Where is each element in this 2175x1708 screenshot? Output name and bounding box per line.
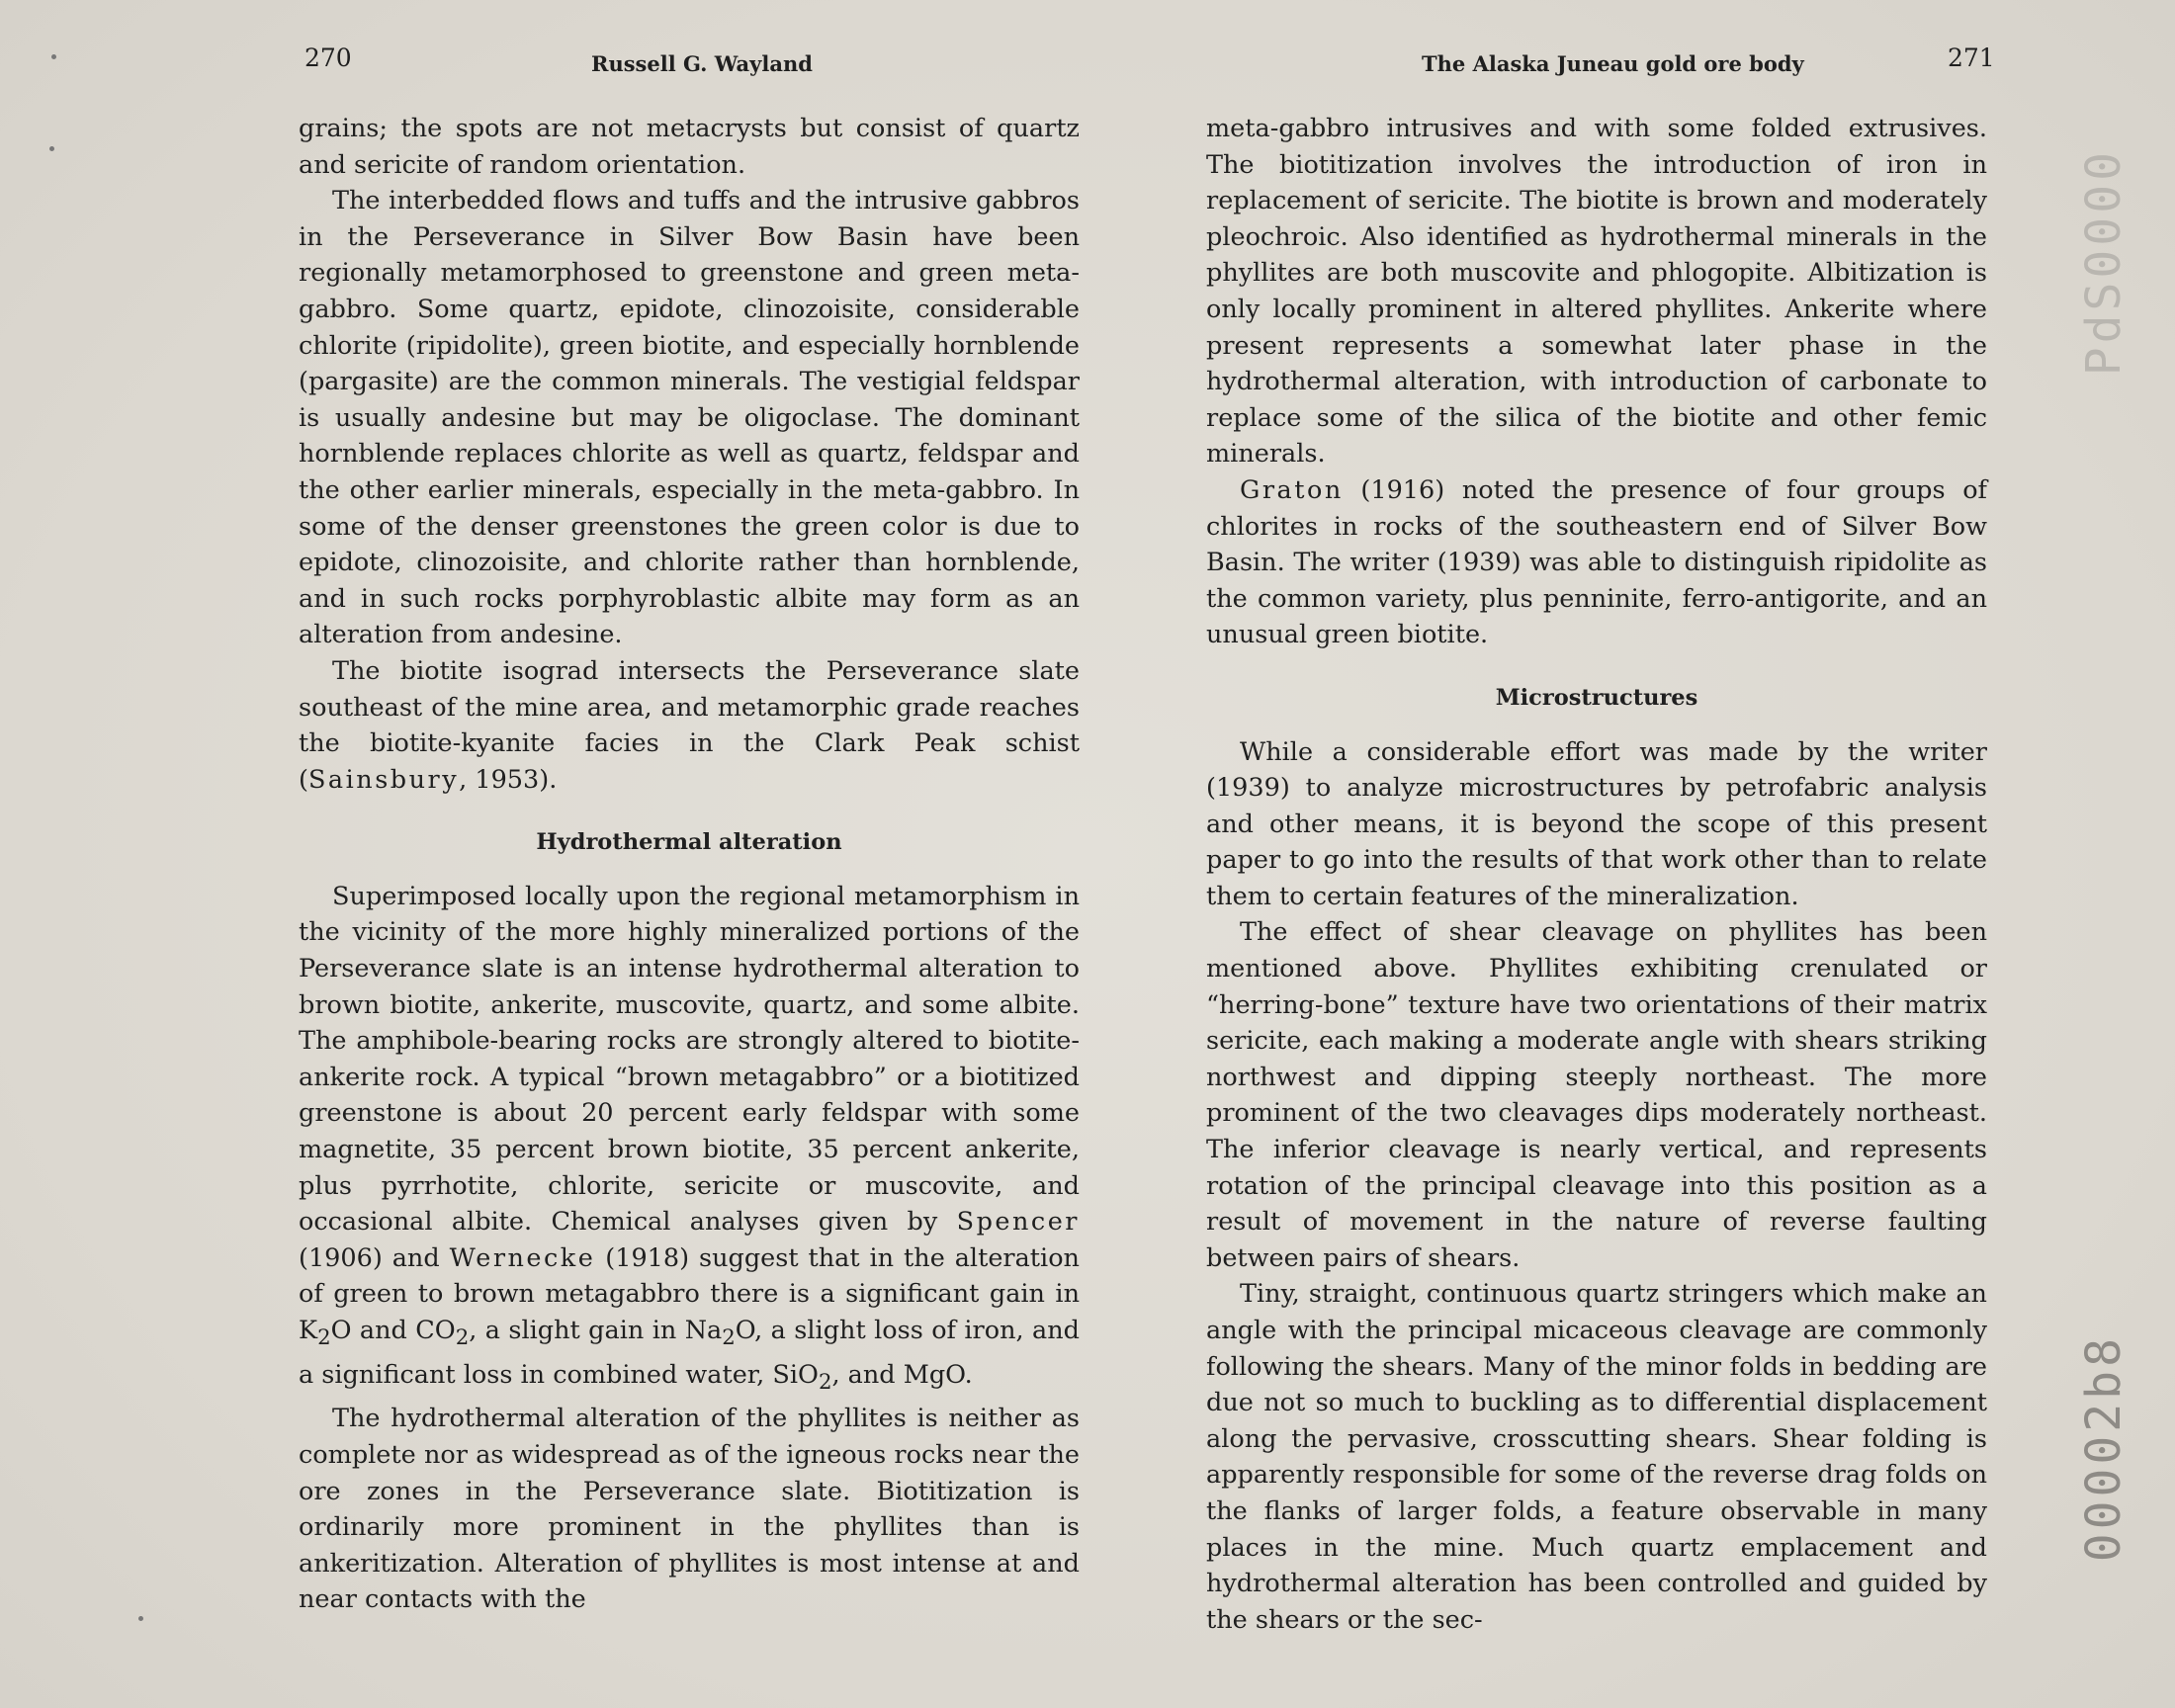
section-heading-microstructures: Microstructures [1495,684,1698,711]
citation: Sainsbury [307,764,460,795]
dust-speck [138,1616,143,1621]
citation: Spencer [956,1207,1080,1238]
left-paragraph-2: The interbedded flows and tuffs and the intrusive gabbros in the Perseverance in Silver Bow Basin have been regionally metamorphosed to greenstone and green meta-gabbro. Some quartz, epidote, clinozoisite, considerable chlorite (ripidolite), green biotite, and especially hornblende (pargasite) are the common minerals. The vestigial feldspar is usually andesine but may be oligoclase. The dominant hornblende replaces chlorite as well as quartz, feldspar and the other earlier minerals, especially in the meta-gabbro. In some of the denser greenstones the green color is due to epidote, clinozoisite, and chlorite rather than hornblende, and in such rocks porphyroblastic albite may form as an alteration from andesine. [299,186,1080,650]
left-running-head: Russell G. Wayland [591,51,813,76]
archive-stamp-bottom: 00002b8 [2076,1334,2132,1563]
right-paragraph-5: Tiny, straight, continuous quartz stringers which make an angle with the principal micaceous cleavage are commonly following the shears. Many of the minor folds in bedding are due not so much to buckling as to differential displacement along the pervasive, crosscutting shears. Shear folding is apparently responsible for some of the reverse drag folds on the flanks of larger folds, a feature observable in many places in the mine. Much quartz emplacement and hydrothermal alteration has been controlled and guided by the shears or the sec- [1206,1279,1987,1635]
left-page-number: 270 [304,43,352,72]
dust-speck [51,54,56,59]
citation: Graton [1240,474,1344,505]
right-paragraph-3: While a considerable effort was made by the writer (1939) to analyze microstructures by petrofabric analysis and other means, it is beyond the scope of this present paper to go into the results of that work other than to relate them to certain features of the mineralization. [1206,736,1987,911]
left-paragraph-3: The biotite isograd intersects the Perseverance slate southeast of the mine area, and metamorphic grade reaches the biotite-kyanite facies in the Clark Peak schist (Sainsbury, 1953). [299,655,1080,795]
left-column [299,111,1080,1618]
right-paragraph-1: meta-gabbro intrusives and with some folded extrusives. The biotitization involves the introduction of iron in replacement of sericite. The biotite is brown and moderately pleochroic. Also identified as hydrothermal minerals in the phyllites are both muscovite and phlogopite. Albitization is only locally prominent in altered phyllites. Ankerite where present represents a somewhat later phase in the hydrothermal alteration, with introduction of carbonate to replace some of the silica of the biotite and other femic minerals. [1206,114,1987,470]
right-column [1206,111,1987,1638]
left-paragraph-1: grains; the spots are not metacrysts but consist of quartz and sericite of random orientation. [299,114,1080,180]
dust-speck [49,146,54,151]
left-paragraph-4: Superimposed locally upon the regional metamorphism in the vicinity of the more highly mineralized portions of the Perseverance slate is an intense hydrothermal alteration to brown biotite, ankerite, muscovite, quartz, and some albite. The amphibole-bearing rocks are strongly altered to biotite-ankerite rock. A typical “brown metagabbro” or a biotitized greenstone is about 20 percent early feldspar with some magnetite, 35 percent brown biotite, 35 percent ankerite, plus pyrrhotite, chlorite, sericite or muscovite, and occasional albite. Chemical analyses given by Spencer (1906) and Wernecke (1918) suggest that in the alteration of green to brown metagabbro there is a significant gain in $K_2O$ and $CO_2$, a slight gain in $Na_2O$, a slight loss of iron, and a significant loss in combined water, SiO$_2$, and MgO. [299,881,1080,1395]
right-page-number: 271 [1948,43,1995,72]
left-header [304,43,352,72]
right-paragraph-4: The effect of shear cleavage on phyllites has been mentioned above. Phyllites exhibiting crenulated or “herring-bone” texture have two orientations of their matrix sericite, each making a moderate angle with shears striking northwest and dipping steeply northeast. The more prominent of the two cleavages dips moderately northeast. The inferior cleavage is nearly vertical, and represents rotation of the principal cleavage into this position as a result of movement in the nature of reverse faulting between pairs of shears. [1206,917,1987,1273]
archive-stamp-top: PdS0000 [2076,148,2132,377]
section-heading-hydrothermal: Hydrothermal alteration [536,829,842,856]
right-header [1948,43,1995,72]
citation: Wernecke [449,1242,596,1273]
left-paragraph-5: The hydrothermal alteration of the phyllites is neither as complete nor as widespread as of the igneous rocks near the ore zones in the Perseverance slate. Biotitization is ordinarily more prominent in the phyllites than is ankeritization. Alteration of phyllites is most intense at and near contacts with the [299,1404,1080,1615]
right-running-head: The Alaska Juneau gold ore body [1422,51,1804,76]
right-paragraph-2: Graton (1916) noted the presence of four groups of chlorites in rocks of the southeastern end of Silver Bow Basin. The writer (1939) was able to distinguish ripidolite as the common variety, plus penninite, ferro-antigorite, and an unusual green biotite. [1206,474,1987,650]
